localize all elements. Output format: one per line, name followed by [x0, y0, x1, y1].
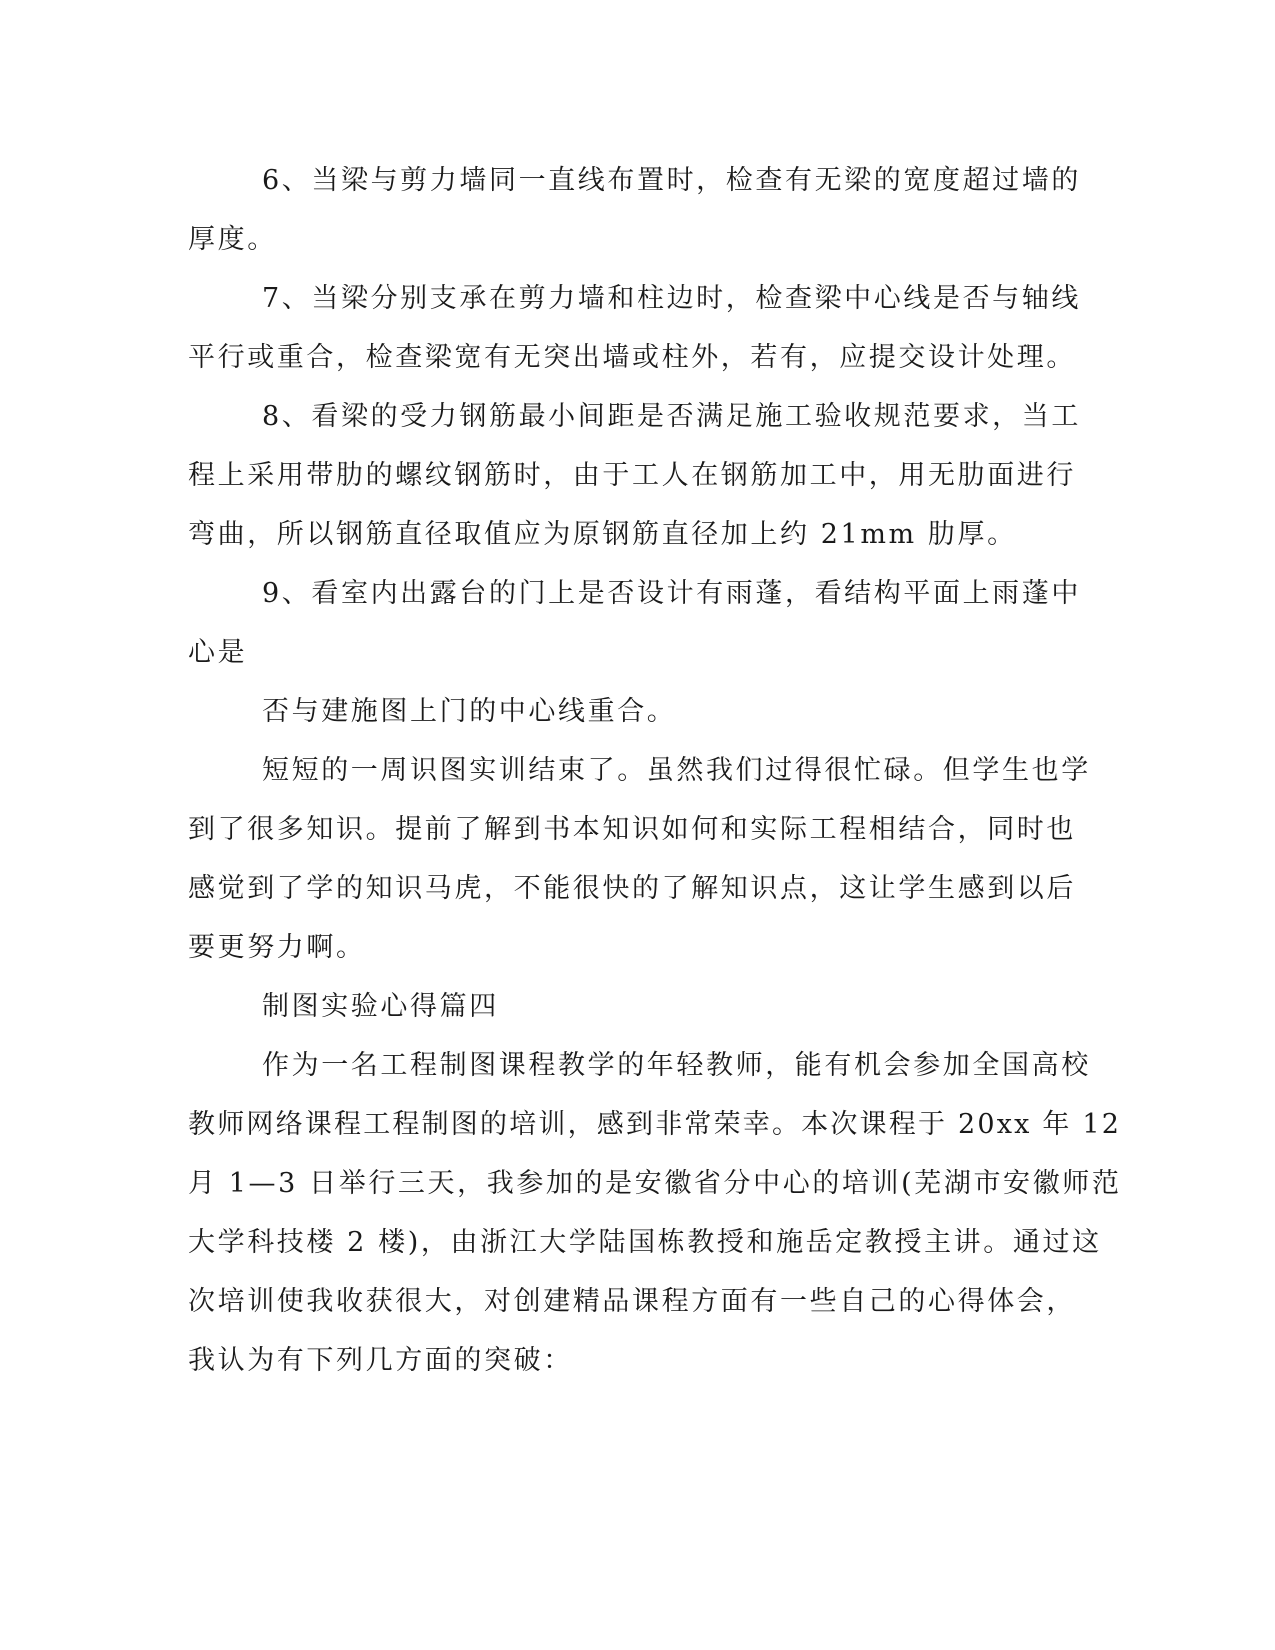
text-line: 弯曲，所以钢筋直径取值应为原钢筋直径加上约 21mm 肋厚。: [188, 519, 1017, 550]
text-line: 6、当梁与剪力墙同一直线布置时，检查有无梁的宽度超过墙的: [262, 165, 1081, 196]
text-line: 教师网络课程工程制图的培训，感到非常荣幸。本次课程于 20xx 年 12: [188, 1109, 1122, 1140]
text-line: 要更努力啊。: [188, 932, 366, 963]
text-line: 到了很多知识。提前了解到书本知识如何和实际工程相结合，同时也: [188, 814, 1076, 845]
text-line: 大学科技楼 2 楼)，由浙江大学陆国栋教授和施岳定教授主讲。通过这: [188, 1227, 1102, 1258]
text-line: 厚度。: [188, 224, 277, 255]
section-heading: 制图实验心得篇四: [262, 991, 499, 1022]
text-line: 程上采用带肋的螺纹钢筋时，由于工人在钢筋加工中，用无肋面进行: [188, 460, 1076, 491]
text-line: 心是: [188, 637, 248, 668]
text-line: 次培训使我收获很大，对创建精品课程方面有一些自己的心得体会，: [188, 1286, 1076, 1317]
text-line: 平行或重合，检查梁宽有无突出墙或柱外，若有，应提交设计处理。: [188, 342, 1076, 373]
text-line: 感觉到了学的知识马虎，不能很快的了解知识点，这让学生感到以后: [188, 873, 1076, 904]
text-line: 8、看梁的受力钢筋最小间距是否满足施工验收规范要求，当工: [262, 401, 1081, 432]
text-line: 我认为有下列几方面的突破：: [188, 1345, 573, 1376]
text-line: 作为一名工程制图课程教学的年轻教师，能有机会参加全国高校: [262, 1050, 1091, 1081]
text-line: 7、当梁分别支承在剪力墙和柱边时，检查梁中心线是否与轴线: [262, 283, 1081, 314]
text-line: 月 1—3 日举行三天，我参加的是安徽省分中心的培训(芜湖市安徽师范: [188, 1168, 1122, 1199]
text-line: 9、看室内出露台的门上是否设计有雨蓬，看结构平面上雨蓬中: [262, 578, 1081, 609]
text-line: 否与建施图上门的中心线重合。: [262, 696, 677, 727]
text-line: 短短的一周识图实训结束了。虽然我们过得很忙碌。但学生也学: [262, 755, 1091, 786]
